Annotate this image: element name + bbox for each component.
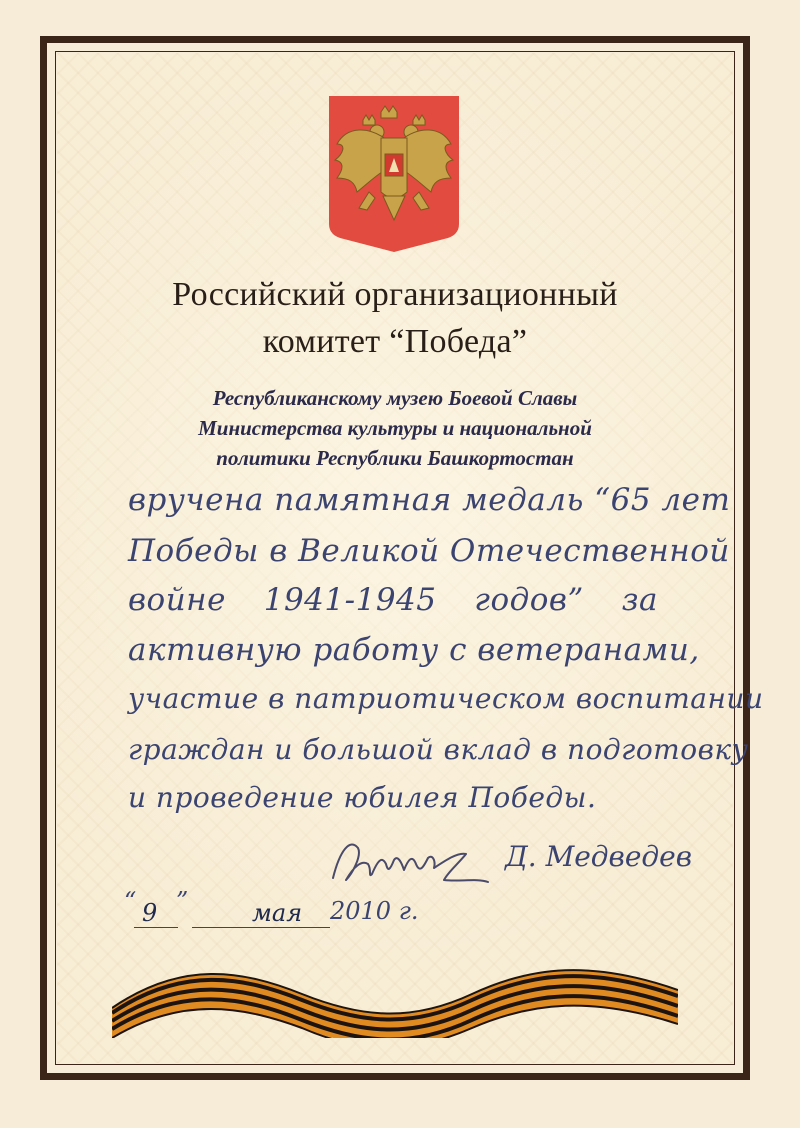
date-day-underline (134, 927, 178, 928)
date-open-quote: “ (124, 887, 137, 915)
recipient-line-3: политики Республики Башкортостан (216, 446, 574, 470)
st-george-ribbon-icon (112, 950, 678, 1038)
recipient-line-2: Министерства культуры и национальной (198, 416, 592, 440)
title-line-2: комитет “Победа” (262, 323, 528, 360)
signature-icon (328, 830, 493, 890)
body-line-5: участие в патриотическом воспитании (128, 682, 764, 715)
date-close-quote: ” (176, 887, 189, 915)
signer-name: Д. Медведев (505, 840, 693, 873)
body-line-3: войне 1941-1945 годов” за (128, 582, 658, 618)
body-line-4: активную работу с ветеранами, (128, 632, 700, 668)
body-line-2: Победы в Великой Отечественной (128, 533, 730, 569)
body-line-1: вручена памятная медаль “65 лет (128, 482, 731, 518)
body-line-6: граждан и большой вклад в подготовку (128, 733, 749, 766)
body-line-7: и проведение юбилея Победы. (128, 781, 597, 814)
coat-of-arms-icon (329, 96, 459, 252)
recipient-line-1: Республиканскому музею Боевой Славы (212, 386, 578, 410)
date-row (120, 887, 440, 933)
title-line-1: Российский организационный (172, 276, 618, 313)
date-day: 9 (142, 899, 158, 927)
date-month: мая (252, 899, 303, 927)
date-year: 2010 г. (330, 897, 419, 925)
date-month-underline (192, 927, 330, 928)
